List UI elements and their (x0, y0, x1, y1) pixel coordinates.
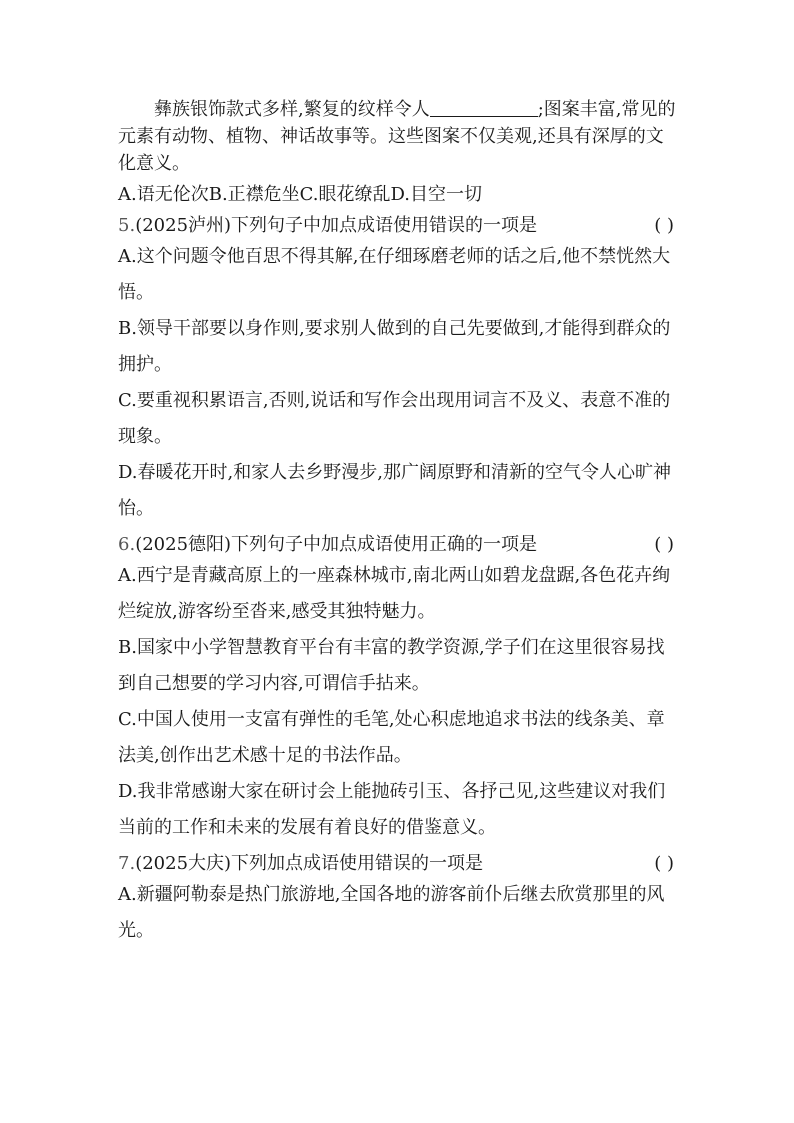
question-6-header (118, 531, 678, 558)
answer-bracket: ( ) (654, 215, 674, 236)
answer-bracket: ( ) (654, 534, 674, 555)
document-page (118, 96, 678, 949)
question-number: 7. (118, 853, 136, 874)
question-stem: (2025大庆)下列加点成语使用错误的一项是 (135, 853, 484, 874)
question-5-option-c: C.要重视积累语言,否则,说话和写作会出现用词言不及义、表意不准的现象。 (118, 390, 671, 447)
passage-text-before-blank: 彝族银饰款式多样,繁复的纹样令人 (154, 99, 430, 120)
question-6-option-b: B.国家中小学智慧教育平台有丰富的教学资源,学子们在这里很容易找到自己想要的学习内容,可谓信手拈来。 (118, 637, 665, 694)
answer-blank (430, 98, 538, 117)
question-5-option-b: B.领导干部要以身作则,要求别人做到的自己先要做到,才能得到群众的拥护。 (118, 318, 671, 375)
question-7-header (118, 850, 678, 877)
question-6-option-a: A.西宁是青藏高原上的一座森林城市,南北两山如碧龙盘踞,各色花卉绚烂绽放,游客纷至沓来,感受其独特魅力。 (118, 565, 671, 622)
q4-options: A.语无伦次B.正襟危坐C.眼花缭乱D.目空一切 (118, 184, 483, 205)
passage-text-after-blank: ;图案丰富,常见的元素有动物、植物、神话故事等。这些图案不仅美观,还具有深厚的文化意义。 (118, 99, 676, 174)
question-5-header (118, 212, 678, 239)
question-5-option-d: D.春暖花开时,和家人去乡野漫步,那广阔原野和清新的空气令人心旷神怡。 (118, 462, 671, 519)
answer-bracket: ( ) (654, 853, 674, 874)
question-stem: (2025泸州)下列句子中加点成语使用错误的一项是 (135, 215, 538, 236)
question-number: 5. (118, 215, 136, 236)
question-6-option-d: D.我非常感谢大家在研讨会上能抛砖引玉、各抒己见,这些建议对我们当前的工作和未来的发展有着良好的借鉴意义。 (118, 781, 666, 838)
question-number: 6. (118, 534, 136, 555)
passage-paragraph (118, 96, 678, 177)
question-5-option-a: A.这个问题令他百思不得其解,在仔细琢磨老师的话之后,他不禁恍然大悟。 (118, 246, 671, 303)
question-6-option-c: C.中国人使用一支富有弹性的毛笔,处心积虑地追求书法的线条美、章法美,创作出艺术感十足的书法作品。 (118, 709, 665, 766)
question-7-option-a: A.新疆阿勒泰是热门旅游地,全国各地的游客前仆后继去欣赏那里的风光。 (118, 884, 665, 941)
question-stem: (2025德阳)下列句子中加点成语使用正确的一项是 (135, 534, 538, 555)
